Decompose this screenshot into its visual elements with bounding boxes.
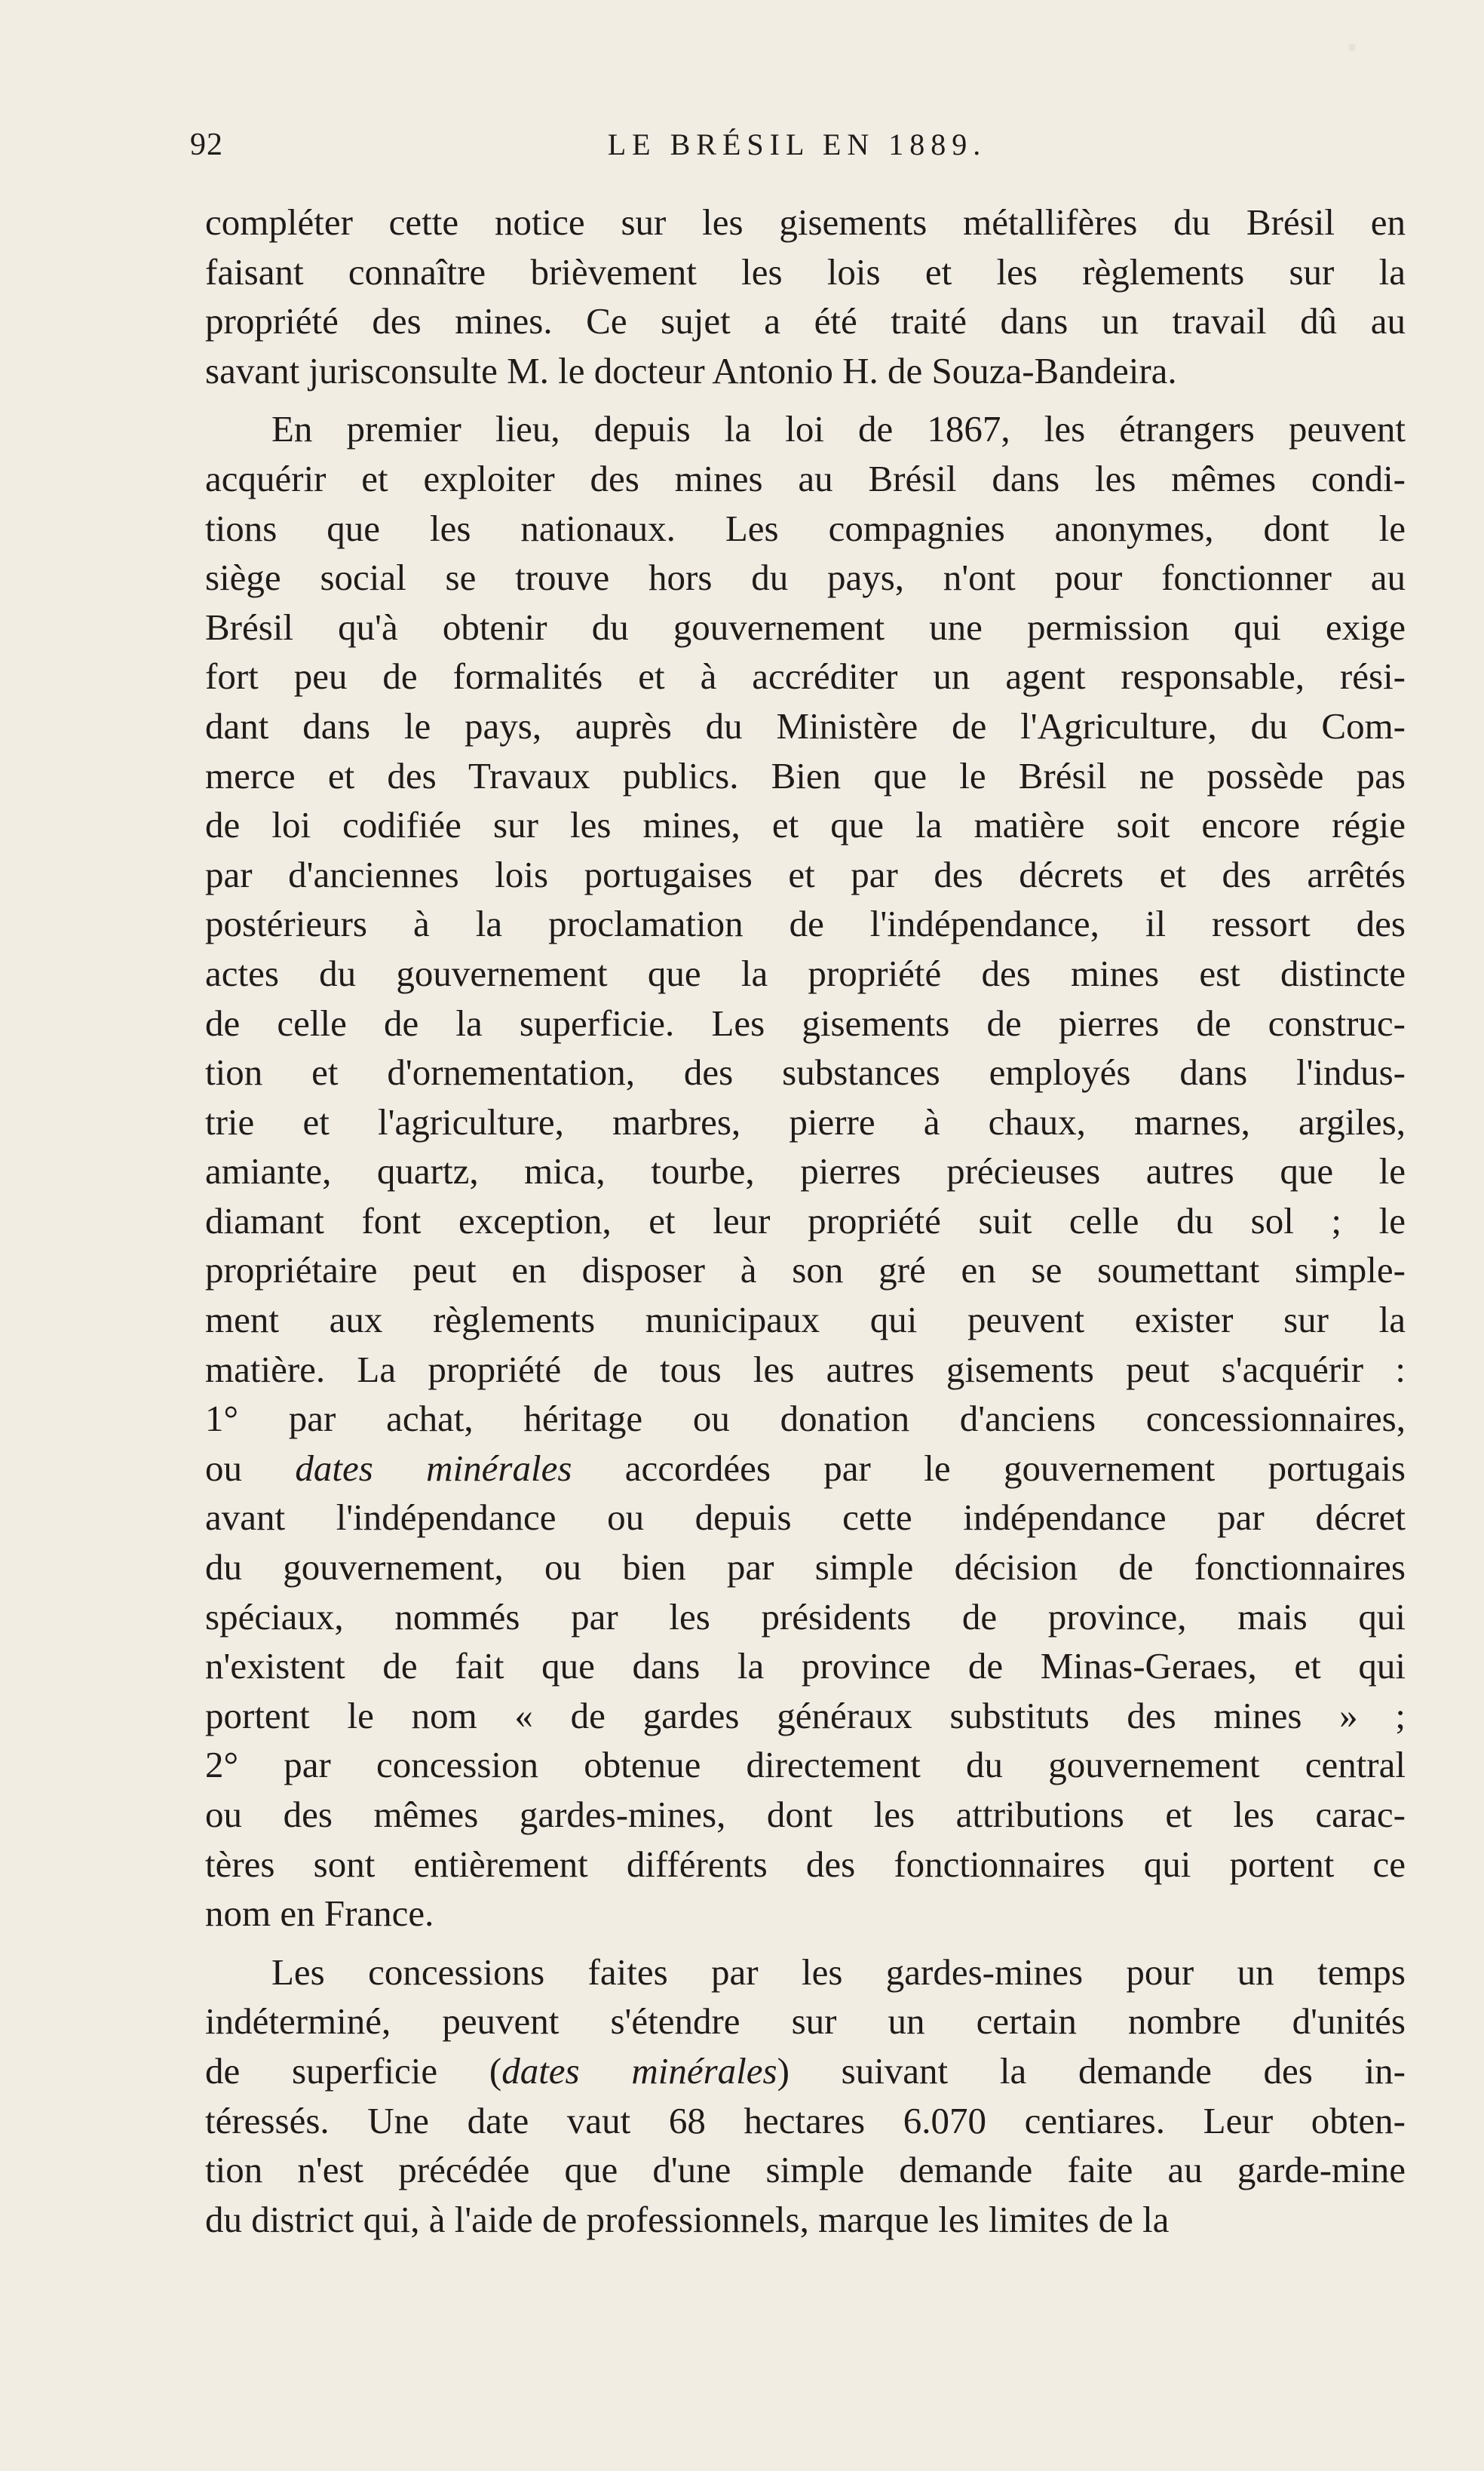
text-line: n'existent de fait que dans la province de Minas-Geraes, et qui	[205, 1645, 1406, 1687]
text-line: faisant connaître brièvement les lois et les règlements sur la	[205, 250, 1406, 293]
text-line: actes du gouvernement que la propriété des mines est distincte	[205, 952, 1406, 994]
text-line: tions que les nationaux. Les compagnies anonymes, dont le	[205, 507, 1406, 549]
body-text	[205, 198, 1406, 2244]
text-line: spéciaux, nommés par les présidents de province, mais qui	[205, 1595, 1406, 1638]
text-line: 1° par achat, héritage ou donation d'anciens concessionnaires,	[205, 1398, 1406, 1440]
text-line: ou dates minérales accordées par le gouvernement portugais	[205, 1447, 1406, 1489]
text-line: tion n'est précédée que d'une simple demande faite au garde-mine	[205, 2149, 1406, 2191]
text-line: indéterminé, peuvent s'étendre sur un certain nombre d'unités	[205, 2000, 1406, 2043]
paragraph	[205, 198, 1406, 395]
text-line: En premier lieu, depuis la loi de 1867, les étrangers peuvent	[271, 408, 1406, 450]
text-line: ment aux règlements municipaux qui peuvent exister sur la	[205, 1299, 1406, 1341]
text-line: amiante, quartz, mica, tourbe, pierres précieuses autres que le	[205, 1150, 1406, 1193]
text-line: diamant font exception, et leur propriété suit celle du sol ; le	[205, 1199, 1406, 1242]
paragraph	[205, 404, 1406, 1938]
text-line: fort peu de formalités et à accréditer un agent responsable, rési-	[205, 655, 1406, 698]
text-line: portent le nom « de gardes généraux substituts des mines » ;	[205, 1694, 1406, 1736]
text-line: savant jurisconsulte M. le docteur Antonio H. de Souza-Bandeira.	[205, 349, 1177, 391]
text-line: de celle de la superficie. Les gisements de pierres de construc-	[205, 1002, 1406, 1044]
page-header	[190, 127, 1404, 172]
running-title: LE BRÉSIL EN 1889.	[607, 127, 987, 161]
text-line: de loi codifiée sur les mines, et que la matière soit encore régie	[205, 804, 1406, 846]
paragraph	[205, 1948, 1406, 2245]
text-line: Brésil qu'à obtenir du gouvernement une permission qui exige	[205, 606, 1406, 648]
text-line: compléter cette notice sur les gisements métallifères du Brésil en	[205, 201, 1406, 243]
text-line: tères sont entièrement différents des fonctionnaires qui portent ce	[205, 1843, 1406, 1885]
text-line: 2° par concession obtenue directement du gouvernement central	[205, 1744, 1406, 1786]
text-line: de superficie (dates minérales) suivant la demande des in-	[205, 2049, 1406, 2092]
text-line: dant dans le pays, auprès du Ministère de l'Agriculture, du Com-	[205, 704, 1406, 747]
text-line: du district qui, à l'aide de professionnels, marque les limites de la	[205, 2198, 1170, 2240]
text-line: postérieurs à la proclamation de l'indépendance, il ressort des	[205, 903, 1406, 945]
text-line: siège social se trouve hors du pays, n'ont pour fonctionner au	[205, 557, 1406, 599]
text-line: acquérir et exploiter des mines au Brésil dans les mêmes condi-	[205, 457, 1406, 499]
page-spot	[1348, 44, 1356, 51]
text-line: par d'anciennes lois portugaises et par des décrets et des arrêtés	[205, 853, 1406, 895]
text-line: propriété des mines. Ce sujet a été traité dans un travail dû au	[205, 300, 1406, 342]
text-line: trie et l'agriculture, marbres, pierre à chaux, marnes, argiles,	[205, 1100, 1406, 1143]
text-line: merce et des Travaux publics. Bien que le Brésil ne possède pas	[205, 754, 1406, 797]
text-line: Les concessions faites par les gardes-mines pour un temps	[271, 1951, 1406, 1993]
text-line: tion et d'ornementation, des substances employés dans l'indus-	[205, 1051, 1406, 1094]
page-number: 92	[190, 127, 223, 162]
text-line: ou des mêmes gardes-mines, dont les attributions et les carac-	[205, 1794, 1406, 1835]
text-line: propriétaire peut en disposer à son gré en se soumettant simple-	[205, 1249, 1406, 1291]
text-line: avant l'indépendance ou depuis cette indépendance par décret	[205, 1496, 1406, 1539]
text-line: nom en France.	[205, 1892, 434, 1935]
text-line: matière. La propriété de tous les autres gisements peut s'acquérir :	[205, 1348, 1406, 1390]
text-line: téressés. Une date vaut 68 hectares 6.070 centiares. Leur obten-	[205, 2099, 1406, 2141]
text-line: du gouvernement, ou bien par simple décision de fonctionnaires	[205, 1546, 1406, 1588]
